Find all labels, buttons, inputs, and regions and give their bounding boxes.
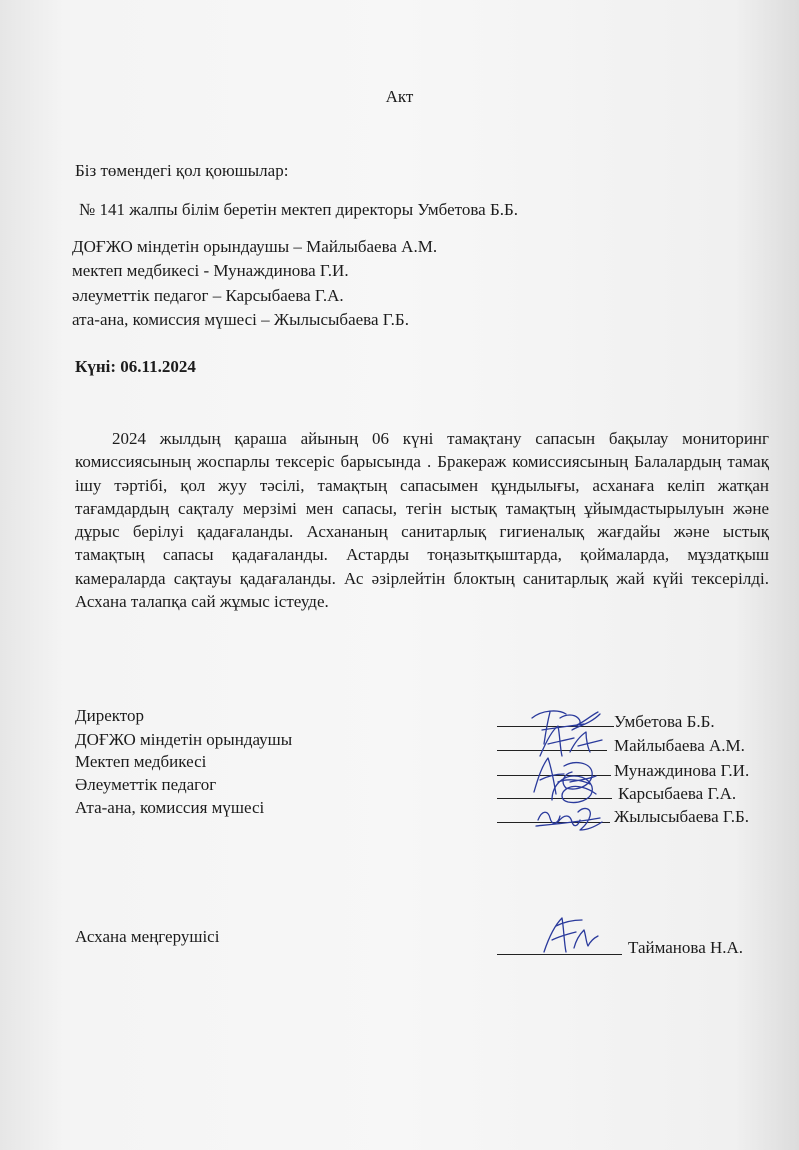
signature-role-deputy: ДОҒЖО міндетін орындаушы (75, 730, 293, 749)
signature-name-director: Умбетова Б.Б. (614, 712, 715, 731)
signature-role-kitchen-manager: Асхана меңгерушісі (75, 927, 220, 946)
signature-role-nurse: Мектеп медбикесі (75, 752, 207, 771)
intro-line: Біз төмендегі қол қоюшылар: (75, 161, 289, 180)
member-director: № 141 жалпы білім беретін мектеп директоры Умбетова Б.Б. (79, 200, 518, 219)
document-title: Акт (385, 87, 414, 106)
member-parent: ата-ана, комиссия мүшесі – Жылысыбаева Г.Б. (72, 310, 409, 329)
date-line: Күні: 06.11.2024 (75, 357, 196, 376)
member-social-pedagogue: әлеуметтік педагог – Карсыбаева Г.А. (72, 286, 344, 305)
handwritten-signature-kitchen-manager (534, 912, 604, 958)
signature-name-parent: Жылысыбаева Г.Б. (614, 807, 750, 826)
signature-role-parent: Ата-ана, комиссия мүшесі (75, 798, 265, 817)
signature-name-kitchen-manager: Тайманова Н.А. (628, 938, 744, 957)
member-nurse: мектеп медбикесі - Мунаждинова Г.И. (72, 261, 349, 280)
signature-name-social-pedagogue: Карсыбаева Г.А. (618, 784, 737, 803)
signature-role-director: Директор (75, 706, 144, 725)
handwritten-signature-parent (530, 800, 610, 836)
signature-role-social-pedagogue: Әлеуметтік педагог (75, 775, 217, 794)
signature-name-nurse: Мунаждинова Г.И. (614, 761, 750, 780)
act-body-paragraph: 2024 жылдың қараша айының 06 күні тамақтану сапасын бақылау мониторинг комиссиясының жоспарлы тексеріс барысында . Бракераж комиссиясының Балалардың тамақ ішу тәртібі, қол жуу тәсілі, тамақтың сапасымен құндылығы, асханаға келіп жатқан тағамдардың сақталу мерзімі мен сапасы, тегін ыстық тамақтың ұйымдастырылуын және дұрыс берілуі қадағаланды. Асхананың санитарлық гигиеналық жағдайы және ыстық тамақтың сапасы қадағаланды. Астарды тоңазытқыштарда, қоймаларда, мұздатқыш камераларда сақтауы қадағаланды. Ас әзірлейтін блоктың санитарлық жай күйі тексерілді. Асхана талапқа сай жұмыс істеуде. (75, 429, 769, 612)
signature-name-deputy: Майлыбаева А.М. (614, 736, 745, 755)
member-deputy: ДОҒЖО міндетін орындаушы – Майлыбаева А.М. (72, 237, 438, 256)
